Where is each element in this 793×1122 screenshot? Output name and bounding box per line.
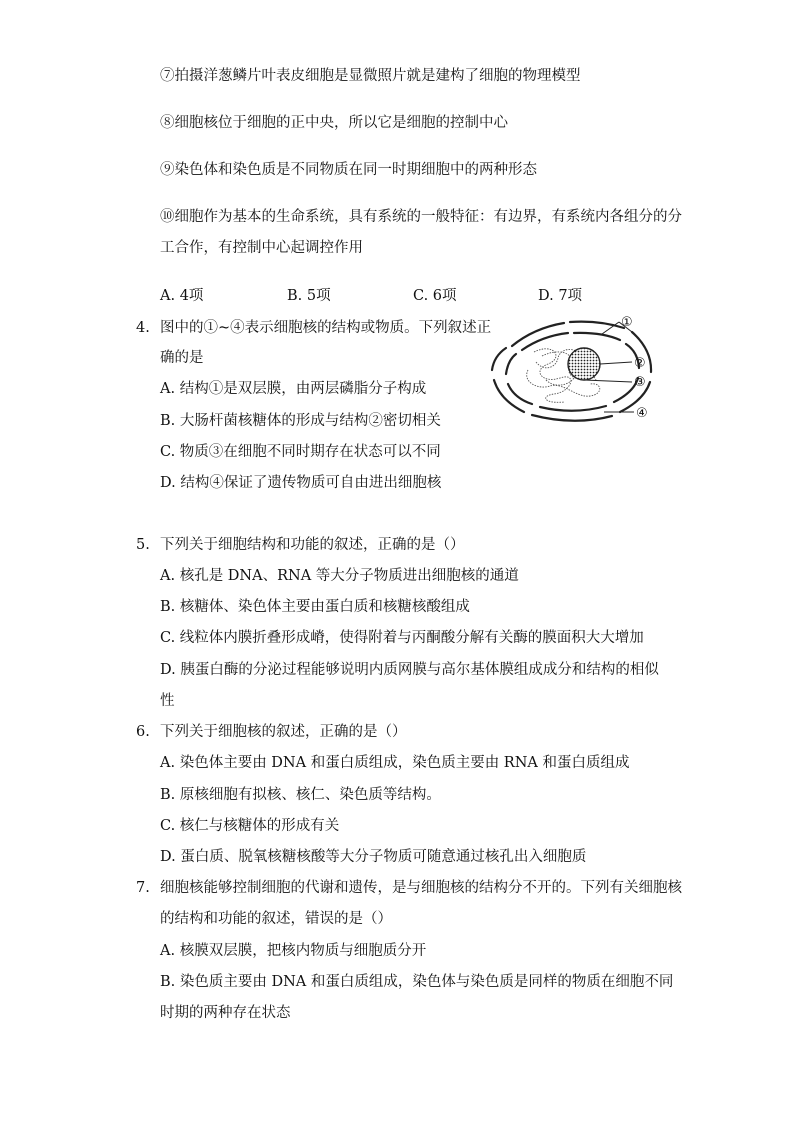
statement-9: ⑨染色体和染色质是不同物质在同一时期细胞中的两种形态 — [160, 162, 537, 178]
statement-8: ⑧细胞核位于细胞的正中央，所以它是细胞的控制中心 — [160, 115, 508, 131]
q6-option-d[interactable]: D. 蛋白质、脱氧核糖核酸等大分子物质可随意通过核孔出入细胞质 — [160, 849, 587, 865]
q5-option-a[interactable]: A. 核孔是 DNA、RNA 等大分子物质进出细胞核的通道 — [160, 568, 519, 584]
statement-10-line-1: ⑩细胞作为基本的生命系统，具有系统的一般特征：有边界，有系统内各组分的分 — [160, 209, 682, 225]
q4-option-c[interactable]: C. 物质③在细胞不同时期存在状态可以不同 — [160, 444, 441, 460]
diagram-label-1: ① — [621, 315, 633, 330]
q5-option-b[interactable]: B. 核糖体、染色体主要由蛋白质和核糖核酸组成 — [160, 599, 470, 615]
nucleolus — [568, 348, 600, 380]
q3-options — [160, 286, 720, 306]
diagram-label-4: ④ — [636, 406, 648, 421]
q5-option-d-continued: 性 — [160, 693, 175, 709]
q7-option-a[interactable]: A. 核膜双层膜，把核内物质与细胞质分开 — [160, 943, 427, 959]
q4-stem-line-2: 确的是 — [160, 350, 204, 366]
inner-membrane-segment — [574, 333, 620, 340]
q7-number: 7. — [136, 880, 150, 896]
inner-membrane-segment — [508, 384, 532, 404]
q3-option-d[interactable]: D. 7项 — [538, 288, 583, 304]
q7-option-b-continued: 时期的两种存在状态 — [160, 1005, 291, 1021]
outer-membrane-segment — [532, 415, 612, 421]
q5-option-d[interactable]: D. 胰蛋白酶的分泌过程能够说明内质网膜与高尔基体膜组成成分和结构的相似 — [160, 662, 659, 678]
q6-option-b[interactable]: B. 原核细胞有拟核、核仁、染色质等结构。 — [160, 787, 441, 803]
q5-option-c[interactable]: C. 线粒体内膜折叠形成嵴，使得附着与丙酮酸分解有关酶的膜面积大大增加 — [160, 630, 644, 646]
q3-option-b[interactable]: B. 5项 — [287, 288, 331, 304]
q6-stem: 下列关于细胞核的叙述，正确的是（） — [160, 724, 407, 740]
q3-option-a[interactable]: A. 4项 — [160, 288, 204, 304]
q5-stem: 下列关于细胞结构和功能的叙述，正确的是（） — [160, 537, 465, 553]
q4-stem-line-1: 图中的①~④表示细胞核的结构或物质。下列叙述正 — [160, 320, 492, 336]
q4-number: 4. — [136, 320, 150, 336]
q4-option-b[interactable]: B. 大肠杆菌核糖体的形成与结构②密切相关 — [160, 413, 441, 429]
q6-number: 6. — [136, 724, 150, 740]
q7-option-b[interactable]: B. 染色质主要由 DNA 和蛋白质组成，染色体与染色质是同样的物质在细胞不同 — [160, 974, 674, 990]
nucleus-diagram — [484, 308, 664, 428]
outer-membrane-segment — [492, 348, 506, 370]
inner-membrane-segment — [540, 406, 606, 411]
q4-option-d[interactable]: D. 结构④保证了遗传物质可自由进出细胞核 — [160, 475, 442, 491]
diagram-label-3: ③ — [634, 375, 646, 390]
q7-stem-line-1: 细胞核能够控制细胞的代谢和遗传，是与细胞核的结构分不开的。下列有关细胞核 — [160, 880, 682, 896]
q6-option-a[interactable]: A. 染色体主要由 DNA 和蛋白质组成，染色质主要由 RNA 和蛋白质组成 — [160, 755, 630, 771]
inner-membrane-segment — [506, 354, 516, 374]
q5-number: 5. — [136, 537, 150, 553]
statement-7: ⑦拍摄洋葱鳞片叶表皮细胞是显微照片就是建构了细胞的物理模型 — [160, 68, 581, 84]
statement-10-line-2: 工合作，有控制中心起调控作用 — [160, 240, 363, 256]
q4-option-a[interactable]: A. 结构①是双层膜，由两层磷脂分子构成 — [160, 381, 427, 397]
diagram-label-2: ② — [634, 356, 646, 371]
q7-stem-line-2: 的结构和功能的叙述，错误的是（） — [160, 911, 392, 927]
q3-option-c[interactable]: C. 6项 — [413, 288, 457, 304]
q6-option-c[interactable]: C. 核仁与核糖体的形成有关 — [160, 818, 340, 834]
